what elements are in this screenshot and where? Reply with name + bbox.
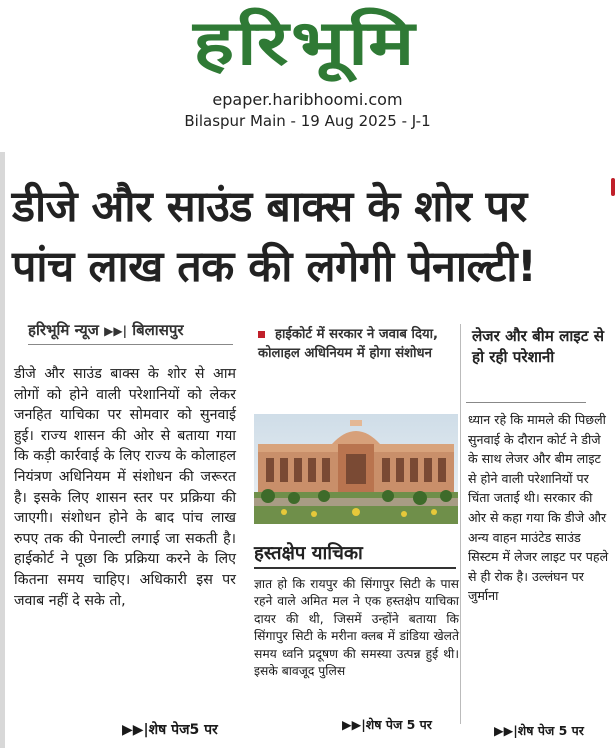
newspaper-logo: हरिभूमि [193, 6, 417, 79]
byline-city: बिलासपुर [132, 321, 184, 339]
byline-arrow-icon: ▶▶| [104, 324, 127, 338]
masthead [0, 0, 615, 152]
red-accent-mark [611, 178, 615, 196]
continued-link-2[interactable]: ▶▶|शेष पेज 5 पर [342, 717, 432, 732]
high-court-photo [254, 414, 458, 524]
article-column-2 [254, 576, 459, 680]
sidebar-column [468, 410, 610, 606]
subheadline-text: हाईकोर्ट में सरकार ने जवाब दिया, कोलाहल अधिनियम में होगा संशोधन [258, 327, 439, 361]
column2-body: ज्ञात हो कि रायपुर की सिंगापुर सिटी के पास रहने वाले अमित मल ने एक हस्तक्षेप याचिका दायर की थी, जिसमें उन्होंने बताया कि सिंगापुर सिटी के मरीना क्लब में डांडिया खेलते समय ध्वनि प्रदूषण की समस्या उत्पन्न हुई थी। इसके बावजूद पुलिस [254, 577, 459, 679]
bullet-square-icon [258, 331, 265, 338]
site-url[interactable]: epaper.haribhoomi.com [212, 90, 403, 109]
column1-body: डीजे और साउंड बाक्स के शोर से आम लोगों को होने वाली परेशानियों को लेकर जनहित याचिका पर सोमवार को सुनवाई हुई। राज्य शासन की ओर से बताया गया कि कड़ी कार्रवाई के लिए राज्य के कोलाहल नियंत्रण अधिनियम में संशोधन की जरूरत है। इसके लिए शासन स्तर पर प्रक्रिया की जाएगी। संशोधन होने के बाद पांच लाख रुपए तक की पेनाल्टी लगाई जा सकती है। हाईकोर्ट ने पूछा कि प्रक्रिया करने के लिए कितना समय चाहिए। अधिकारी इस पर जवाब नहीं दे सके तो, [14, 366, 236, 609]
subheadline [258, 326, 453, 363]
sidebar-body: ध्यान रहे कि मामले की पिछली सुनवाई के दौरान कोर्ट ने डीजे के साथ लेजर और बीम लाइट से होने वाली परेशानियों पर चिंता जताई थी। सरकार की ओर से कहा गया कि डीजे और अन्य वाहन माउंटेड साउंड सिस्टम में लेजर लाइट पर पहले से ही रोक है। उल्लंघन पर जुर्माना [468, 412, 609, 604]
column-divider [460, 324, 461, 724]
byline [28, 320, 233, 345]
article-column-1 [14, 364, 236, 611]
sidebar-heading: लेजर और बीम लाइट से हो रही परेशानी [472, 327, 604, 366]
continued-link-1[interactable]: ▶▶|शेष पेज5 पर [122, 722, 218, 738]
left-margin-rule [0, 152, 5, 748]
byline-agency: हरिभूमि न्यूज [28, 321, 99, 339]
section-heading-intervention: हस्तक्षेप याचिका [254, 540, 456, 569]
headline-line-2: पांच लाख तक की लगेगी पेनाल्टी! [12, 242, 537, 292]
edition-info: Bilaspur Main - 19 Aug 2025 - J-1 [184, 112, 431, 130]
headline-line-1: डीजे और साउंड बाक्स के शोर पर [12, 182, 527, 232]
continued-link-3[interactable]: ▶▶|शेष पेज 5 पर [494, 723, 584, 738]
sidebar-heading-rule [466, 402, 586, 403]
